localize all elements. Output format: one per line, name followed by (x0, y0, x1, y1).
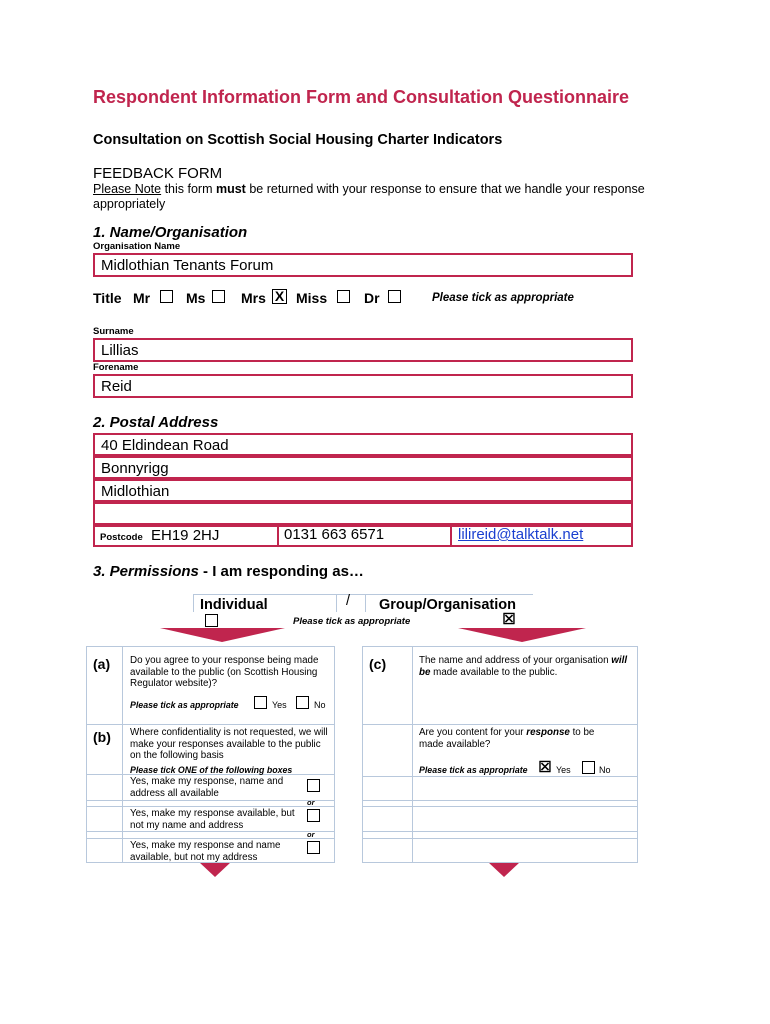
question-a-tick-note: Please tick as appropriate (130, 700, 239, 710)
question-a-text: Do you agree to your response being made available to the public (on Scottish Housing Regulator website)? (130, 655, 319, 689)
question-d-no-checkbox[interactable] (582, 761, 595, 774)
title-dr-label: Dr (364, 290, 380, 306)
feedback-form-label: FEEDBACK FORM (93, 165, 223, 182)
question-d-yes-checkbox[interactable]: ☒ (538, 759, 552, 776)
question-d-yes-label: Yes (556, 765, 571, 775)
form-subtitle: Consultation on Scottish Social Housing Charter Indicators (93, 132, 503, 148)
section1-heading: 1. Name/Organisation (93, 224, 248, 241)
question-d-no-label: No (599, 765, 611, 775)
title-dr-checkbox[interactable] (388, 290, 401, 303)
phone-value[interactable]: 0131 663 6571 (284, 526, 385, 543)
phone-divider (450, 525, 452, 547)
address-line-4[interactable] (93, 502, 633, 525)
question-d-text (419, 727, 619, 750)
individual-label: Individual (200, 597, 268, 613)
individual-arrow-icon (160, 628, 285, 642)
question-d-text-post: to be made available? (419, 727, 595, 750)
section3-heading-main: 3. Permissions (93, 563, 199, 580)
note-label: Please Note (93, 182, 162, 196)
question-a-yes-label: Yes (272, 700, 287, 710)
question-a-label: (a) (93, 656, 111, 672)
org-name-label: Organisation Name (93, 241, 181, 252)
question-a-no-checkbox[interactable] (296, 696, 309, 709)
surname-value: Lillias (101, 342, 139, 359)
question-b-tick-note: Please tick ONE of the following boxes (130, 765, 293, 775)
postcode-value[interactable]: EH19 2HJ (151, 527, 220, 544)
org-name-value: Midlothian Tenants Forum (101, 257, 274, 274)
respondent-type-midline (336, 594, 337, 612)
respondent-tick-note: Please tick as appropriate (293, 616, 411, 627)
option-b2-checkbox[interactable] (307, 809, 320, 822)
group-checkbox[interactable]: ☒ (502, 611, 516, 628)
org-name-field[interactable] (93, 253, 633, 277)
surname-field[interactable] (93, 338, 633, 362)
title-mrs-label: Mrs (241, 290, 266, 306)
address-line-2-value: Bonnyrigg (101, 460, 169, 477)
note-part2: be returned with your response to ensure that we handle your response appropriately (93, 182, 645, 211)
section2-heading: 2. Postal Address (93, 414, 219, 431)
title-label: Title (93, 290, 122, 306)
forename-field[interactable] (93, 374, 633, 398)
title-miss-checkbox[interactable] (337, 290, 350, 303)
form-title: Respondent Information Form and Consultation Questionnaire (93, 87, 630, 107)
respondent-separator: / (346, 593, 351, 609)
title-ms-label: Ms (186, 290, 206, 306)
address-line-1-value: 40 Eldindean Road (101, 437, 229, 454)
note-bold: must (215, 182, 246, 196)
option-b-or-2: or (307, 830, 315, 839)
respondent-type-leftline (193, 594, 194, 612)
option-b3-checkbox[interactable] (307, 841, 320, 854)
address-line-2[interactable] (93, 456, 633, 479)
question-d-text-bold: response (526, 727, 570, 738)
forename-value: Reid (101, 378, 132, 395)
email-link[interactable]: lilireid@talktalk.net (458, 526, 584, 543)
option-b2-text: Yes, make my response available, but not my name and address (130, 808, 295, 831)
question-a-no-label: No (314, 700, 326, 710)
address-line-3[interactable] (93, 479, 633, 502)
question-c-text-pre: The name and address of your organisation (419, 655, 612, 666)
address-line-3-value: Midlothian (101, 483, 170, 500)
section3-heading (93, 563, 364, 580)
address-line-1[interactable] (93, 433, 633, 456)
title-mrs-checkbox[interactable]: X (272, 289, 287, 304)
surname-label: Surname (93, 326, 134, 337)
question-c-text (419, 655, 629, 678)
section3-heading-suffix: - I am responding as… (198, 563, 364, 580)
question-b-text: Where confidentiality is not requested, we will make your responses available to the public on the following basis (130, 727, 328, 761)
postcode-label: Postcode (100, 532, 143, 543)
title-miss-label: Miss (296, 290, 328, 306)
individual-checkbox[interactable] (205, 614, 218, 627)
forename-label: Forename (93, 362, 139, 373)
note-part1: this form (161, 182, 216, 196)
option-b-or-1: or (307, 798, 315, 807)
question-c-text-bold: will be (419, 655, 628, 678)
title-tick-note: Please tick as appropriate (432, 292, 574, 304)
note-text (93, 182, 693, 212)
group-label: Group/Organisation (379, 597, 516, 613)
title-mr-checkbox[interactable] (160, 290, 173, 303)
title-mr-label: Mr (133, 290, 151, 306)
respondent-type-midline2 (365, 594, 366, 612)
question-c-label: (c) (369, 656, 387, 672)
title-ms-checkbox[interactable] (212, 290, 225, 303)
left-down-arrow-icon (199, 862, 231, 877)
question-d-tick-note: Please tick as appropriate (419, 765, 528, 775)
option-b1-checkbox[interactable] (307, 779, 320, 792)
respondent-type-topline (193, 594, 533, 595)
group-arrow-icon (458, 628, 586, 642)
option-b1-text: Yes, make my response, name and address all available (130, 776, 284, 799)
right-down-arrow-icon (488, 862, 520, 877)
question-c-text-post: made available to the public. (430, 666, 558, 678)
question-b-label: (b) (93, 729, 111, 745)
question-a-yes-checkbox[interactable] (254, 696, 267, 709)
question-d-text-pre: Are you content for your (419, 727, 527, 738)
option-b3-text: Yes, make my response and name available, but not my address (130, 840, 281, 863)
postcode-divider (277, 525, 279, 547)
